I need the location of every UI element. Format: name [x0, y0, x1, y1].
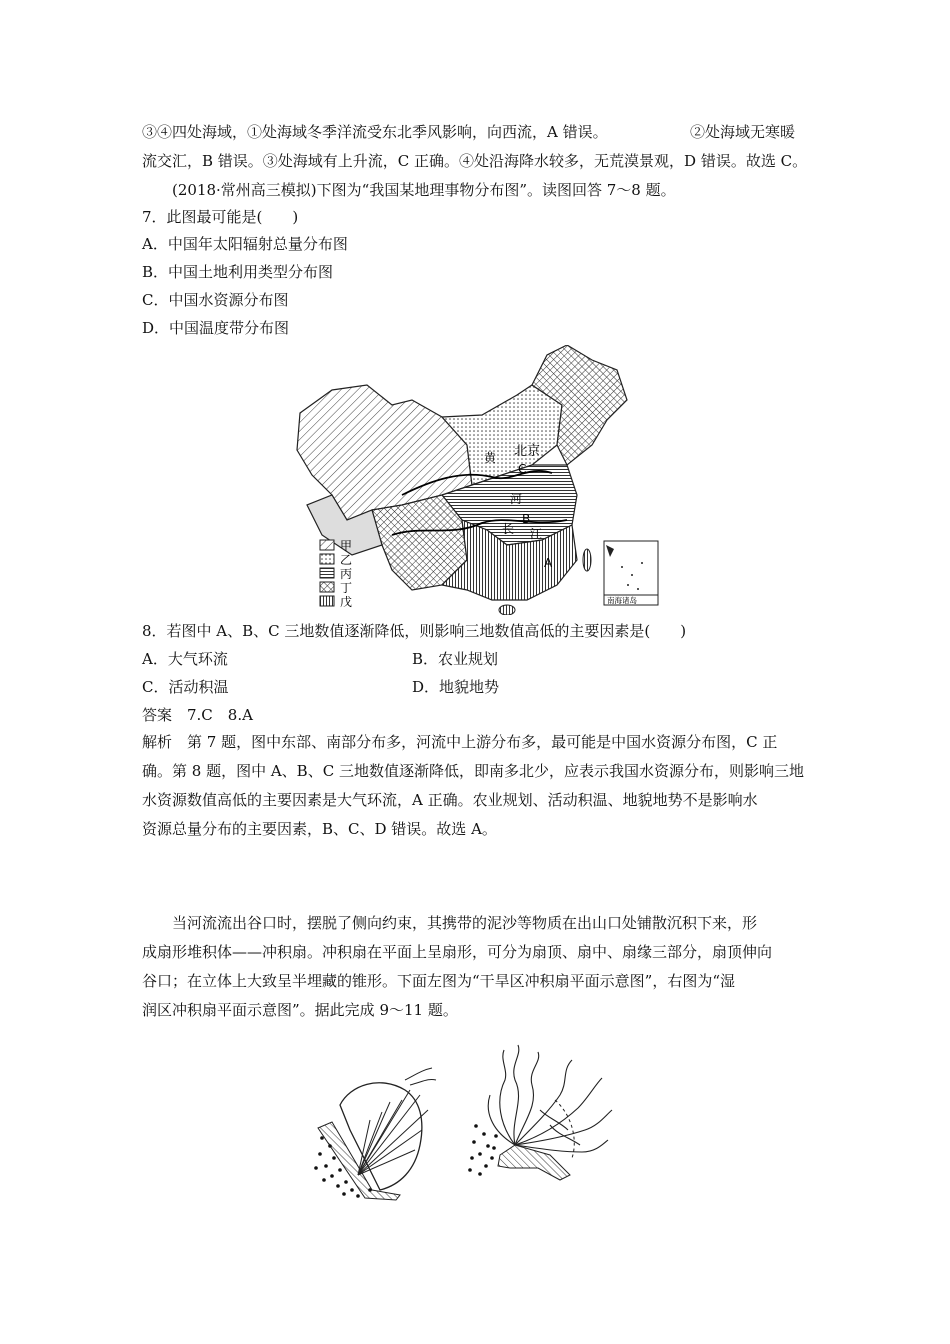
- humid-fan-diagram: [468, 1045, 612, 1180]
- legend-ding: 丁: [340, 581, 353, 595]
- map-label-jiang: 江: [530, 527, 543, 541]
- inset-title: 南海诸岛: [607, 596, 637, 605]
- passage-line-2: 成扇形堆积体——冲积扇。冲积扇在平面上呈扇形，可分为扇顶、扇中、扇缘三部分，扇顶伸向: [142, 943, 773, 961]
- map-label-b: B: [522, 512, 531, 526]
- q7-option-a: A．中国年太阳辐射总量分布图: [142, 235, 348, 253]
- q8-option-d: D．地貌地势: [412, 678, 500, 696]
- answer-line: 答案 7.C 8.A: [142, 706, 253, 724]
- legend-wu: 戊: [340, 595, 353, 609]
- question-lead: (2018·常州高三模拟)下图为“我国某地理事物分布图”。读图回答 7～8 题。: [172, 181, 676, 199]
- q7-option-b: B．中国土地利用类型分布图: [142, 263, 334, 281]
- q7-option-d: D．中国温度带分布图: [142, 319, 290, 337]
- analysis-line-3: 水资源数值高低的主要因素是大气环流，A 正确。农业规划、活动积温、地貌地势不是影响水: [142, 791, 758, 809]
- intro-line-2: 流交汇，B 错误。③处海域有上升流，C 正确。④处沿海降水较多，无荒漠景观，D 错误。故选 C。: [142, 152, 808, 170]
- map-label-beijing: 北京: [514, 444, 541, 459]
- china-distribution-map: [292, 345, 664, 615]
- legend-yi: 乙: [340, 553, 353, 567]
- map-label-huang: 黄: [484, 451, 497, 465]
- q7-option-c: C．中国水资源分布图: [142, 291, 289, 309]
- arid-fan-diagram: [314, 1068, 436, 1200]
- legend-bing: 丙: [340, 567, 353, 581]
- analysis-line-2: 确。第 8 题，图中 A、B、C 三地数值逐渐降低，即南多北少，应表示我国水资源分布，则影响三地: [142, 762, 804, 780]
- map-label-c: C: [518, 462, 527, 476]
- q8-stem: 8．若图中 A、B、C 三地数值逐渐降低，则影响三地数值高低的主要因素是( ): [142, 622, 687, 640]
- passage-line-1: 当河流流出谷口时，摆脱了侧向约束，其携带的泥沙等物质在出山口处铺散沉积下来，形: [172, 914, 758, 932]
- passage-line-4: 润区冲积扇平面示意图”。据此完成 9～11 题。: [142, 1001, 458, 1019]
- map-label-a: A: [544, 556, 553, 570]
- q7-stem: 7．此图最可能是( ): [142, 208, 299, 226]
- analysis-line-1: 解析 第 7 题，图中东部、南部分布多，河流中上游分布多，最可能是中国水资源分布图，C 正: [142, 733, 778, 751]
- analysis-line-4: 资源总量分布的主要因素，B、C、D 错误。故选 A。: [142, 820, 497, 838]
- map-label-he: 河: [510, 492, 523, 506]
- q8-option-a: A．大气环流: [142, 650, 228, 668]
- q8-option-b: B．农业规划: [412, 650, 499, 668]
- alluvial-fan-diagrams: [310, 1040, 630, 1205]
- passage-line-3: 谷口；在立体上大致呈半埋藏的锥形。下面左图为“干旱区冲积扇平面示意图”，右图为“湿: [142, 972, 736, 990]
- intro-line-1b: ②处海域无寒暖: [690, 123, 796, 141]
- legend-jia: 甲: [340, 539, 353, 553]
- map-legend: [320, 539, 352, 609]
- intro-line-1a: ③④四处海域，①处海域冬季洋流受东北季风影响，向西流，A 错误。: [142, 123, 608, 141]
- q8-option-c: C．活动积温: [142, 678, 229, 696]
- south-china-sea-inset: [604, 541, 658, 605]
- map-label-chang: 长: [502, 522, 515, 536]
